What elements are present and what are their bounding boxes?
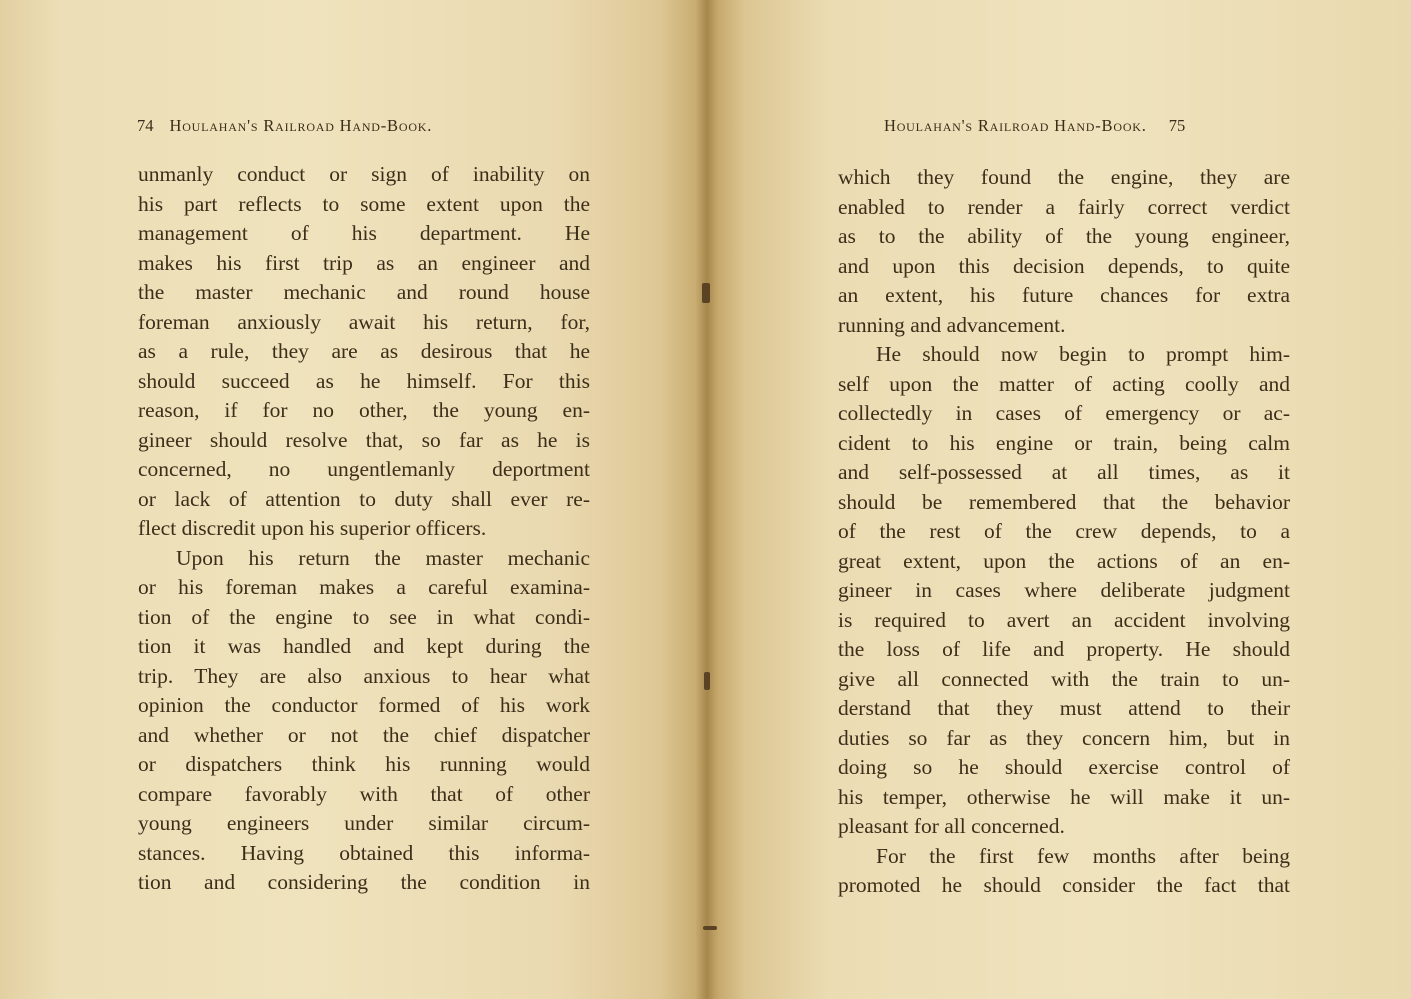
running-head [137, 116, 432, 136]
text-line: foreman anxiously await his return, for, [138, 309, 590, 334]
running-head [884, 116, 1185, 136]
text-line: of the rest of the crew depends, to a [838, 519, 1290, 543]
text-line: duties so far as they concern him, but in [838, 725, 1290, 750]
text-line: should be remembered that the behavior [838, 489, 1290, 514]
text-line: promoted he should consider the fact that [838, 873, 1290, 897]
text-line: unmanly conduct or sign of inability on [138, 162, 590, 186]
right-page [712, 0, 1411, 999]
text-line: tion it was handled and kept during the [138, 634, 590, 658]
left-page [0, 0, 700, 999]
text-line: and self-possessed at all times, as it [838, 460, 1290, 484]
text-line: and whether or not the chief dispatcher [138, 722, 590, 747]
running-head-title: Houlahan's Railroad Hand-Book. [169, 116, 433, 135]
text-line: concerned, no ungentlemanly deportment [138, 457, 590, 481]
text-line: the master mechanic and round house [138, 280, 590, 304]
text-line: gineer should resolve that, so far as he is [138, 427, 590, 452]
text-line: gineer in cases where deliberate judgment [838, 578, 1290, 602]
text-line: flect discredit upon his superior officers. [138, 516, 487, 540]
text-line: tion of the engine to see in what condi- [138, 604, 590, 629]
text-line: his part reflects to some extent upon the [138, 191, 590, 216]
text-line: an extent, his future chances for extra [838, 283, 1290, 307]
text-line: compare favorably with that of other [138, 781, 590, 806]
text-line: give all connected with the train to un- [838, 666, 1290, 691]
text-line: young engineers under similar circum- [138, 811, 590, 835]
text-line: tion and considering the condition in [138, 870, 590, 894]
text-line: the loss of life and property. He should [838, 637, 1290, 661]
page-number: 75 [1168, 116, 1186, 135]
spine-binding-thread [702, 283, 710, 303]
text-line: reason, if for no other, the young en- [138, 398, 590, 422]
text-line: makes his first trip as an engineer and [138, 250, 590, 275]
text-line: enabled to render a fairly correct verdict [838, 194, 1290, 219]
text-line: collectedly in cases of emergency or ac- [838, 401, 1290, 425]
body-text [138, 160, 590, 898]
text-line: and upon this decision depends, to quite [838, 253, 1290, 278]
running-head-title: Houlahan's Railroad Hand-Book. [884, 116, 1147, 135]
text-line: is required to avert an accident involving [838, 607, 1290, 632]
text-line: running and advancement. [838, 312, 1066, 337]
text-line: trip. They are also anxious to hear what [138, 663, 590, 688]
text-line: stances. Having obtained this informa- [138, 840, 590, 865]
text-line: as to the ability of the young engineer, [838, 224, 1290, 248]
text-line: as a rule, they are as desirous that he [138, 339, 590, 363]
text-line: great extent, upon the actions of an en- [838, 548, 1290, 573]
text-line: self upon the matter of acting coolly and [838, 371, 1290, 396]
text-line: should succeed as he himself. For this [138, 368, 590, 393]
text-line: which they found the engine, they are [838, 165, 1290, 189]
text-line: He should now begin to prompt him- [876, 342, 1290, 366]
text-line: pleasant for all concerned. [838, 814, 1065, 838]
text-line: For the first few months after being [876, 843, 1290, 868]
text-line: or his foreman makes a careful examina- [138, 575, 590, 599]
text-line: or dispatchers think his running would [138, 752, 590, 776]
page-number: 74 [137, 116, 154, 135]
body-text [838, 163, 1290, 901]
text-line: his temper, otherwise he will make it un- [838, 784, 1290, 809]
text-line: derstand that they must attend to their [838, 696, 1290, 720]
text-line: management of his department. He [138, 221, 590, 245]
text-line: cident to his engine or train, being calm [838, 430, 1290, 455]
spine-binding-thread [704, 672, 710, 690]
text-line: doing so he should exercise control of [838, 755, 1290, 779]
text-line: Upon his return the master mechanic [176, 545, 590, 570]
text-line: or lack of attention to duty shall ever re- [138, 486, 590, 511]
text-line: opinion the conductor formed of his work [138, 693, 590, 717]
